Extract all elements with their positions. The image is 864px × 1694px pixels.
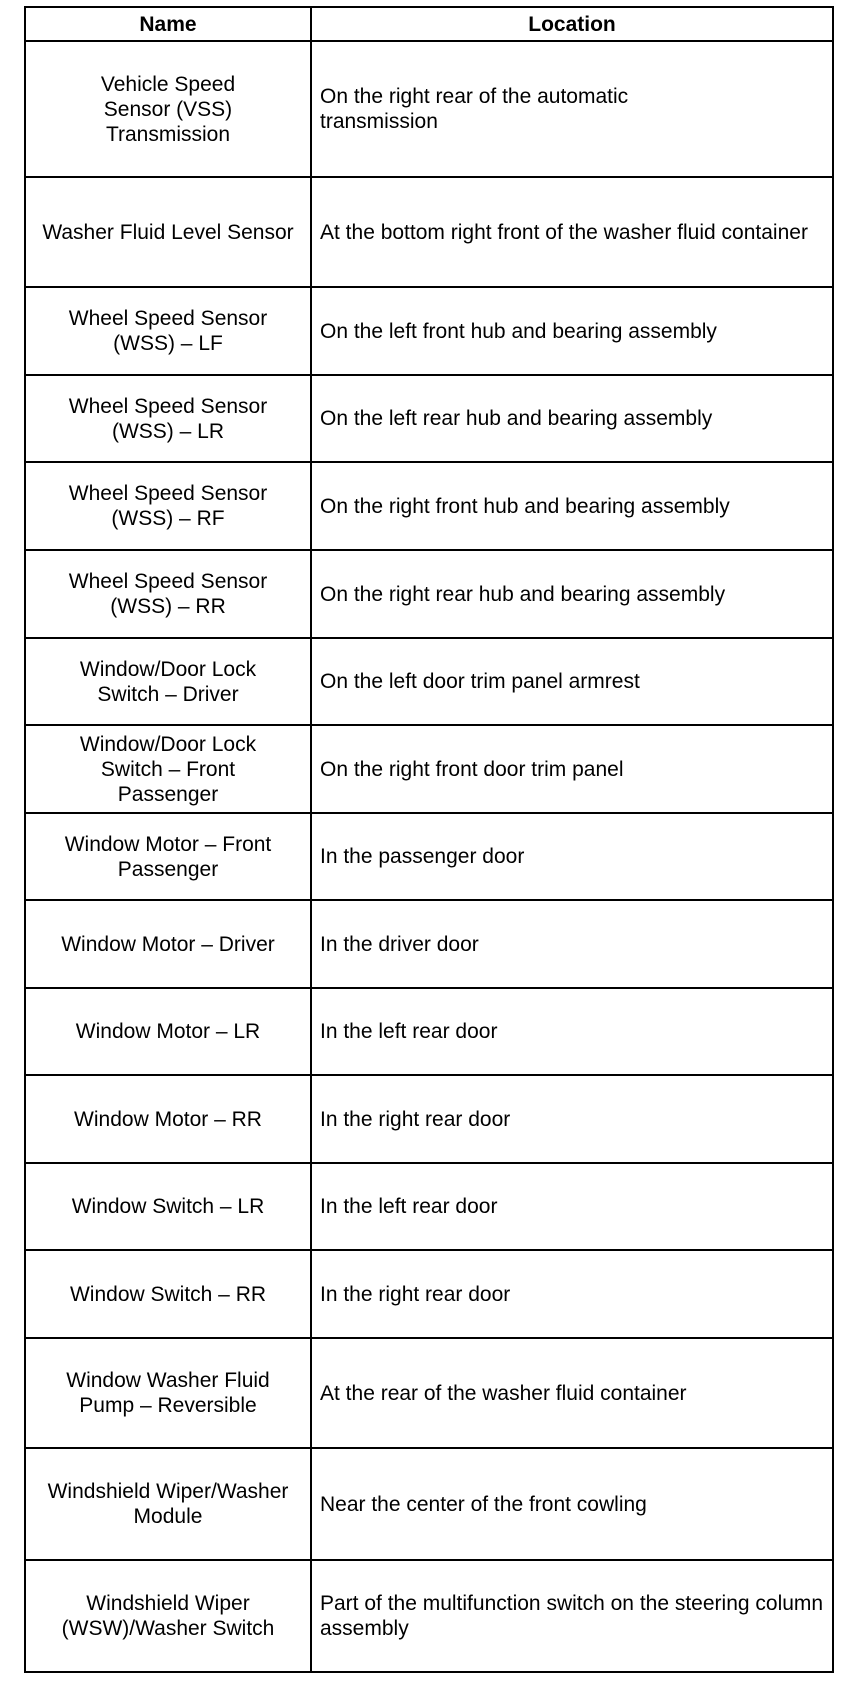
component-name: Wheel Speed Sensor (WSS) – RR [25, 550, 311, 638]
component-location: In the right rear door [311, 1075, 833, 1163]
component-name: Window Washer Fluid Pump – Reversible [25, 1338, 311, 1448]
table-row [25, 1560, 833, 1672]
component-name: Windshield Wiper/Washer Module [25, 1448, 311, 1560]
component-location: In the left rear door [311, 1163, 833, 1250]
component-name: Window Motor – Driver [25, 900, 311, 988]
table-row [25, 988, 833, 1075]
component-location: Part of the multifunction switch on the steering column assembly [311, 1560, 833, 1672]
component-location: On the right front door trim panel [311, 725, 833, 813]
component-location: In the right rear door [311, 1250, 833, 1338]
component-name: Vehicle Speed Sensor (VSS) Transmission [25, 41, 311, 177]
component-name: Wheel Speed Sensor (WSS) – LR [25, 375, 311, 462]
component-location: On the right rear of the automatic transmission [311, 41, 833, 177]
table-row [25, 550, 833, 638]
component-name: Window Motor – LR [25, 988, 311, 1075]
table-row [25, 1163, 833, 1250]
component-name: Window Switch – LR [25, 1163, 311, 1250]
table-row [25, 462, 833, 550]
component-name: Wheel Speed Sensor (WSS) – LF [25, 287, 311, 375]
component-location: At the rear of the washer fluid container [311, 1338, 833, 1448]
component-name: Window/Door Lock Switch – Driver [25, 638, 311, 725]
component-location: On the right rear hub and bearing assembly [311, 550, 833, 638]
component-location: In the left rear door [311, 988, 833, 1075]
table-row [25, 1075, 833, 1163]
table-row [25, 638, 833, 725]
location-column-header: Location [311, 7, 833, 41]
table-row [25, 287, 833, 375]
component-location: On the left door trim panel armrest [311, 638, 833, 725]
table-row [25, 813, 833, 900]
component-name: Washer Fluid Level Sensor [25, 177, 311, 287]
component-location: Near the center of the front cowling [311, 1448, 833, 1560]
table-row [25, 725, 833, 813]
table-row [25, 1250, 833, 1338]
component-name: Windshield Wiper (WSW)/Washer Switch [25, 1560, 311, 1672]
name-column-header: Name [25, 7, 311, 41]
component-name: Window/Door Lock Switch – Front Passenger [25, 725, 311, 813]
table-row [25, 1338, 833, 1448]
component-location: At the bottom right front of the washer fluid container [311, 177, 833, 287]
table-row [25, 900, 833, 988]
component-location-table [24, 6, 834, 1673]
table-row [25, 375, 833, 462]
table-header-row [25, 7, 833, 41]
component-location: On the left front hub and bearing assembly [311, 287, 833, 375]
component-location: On the right front hub and bearing assembly [311, 462, 833, 550]
component-location: In the driver door [311, 900, 833, 988]
component-name: Window Motor – Front Passenger [25, 813, 311, 900]
table-row [25, 1448, 833, 1560]
component-name: Window Motor – RR [25, 1075, 311, 1163]
table-row [25, 177, 833, 287]
table-row [25, 41, 833, 177]
component-name: Wheel Speed Sensor (WSS) – RF [25, 462, 311, 550]
component-location: In the passenger door [311, 813, 833, 900]
component-name: Window Switch – RR [25, 1250, 311, 1338]
component-location: On the left rear hub and bearing assembly [311, 375, 833, 462]
